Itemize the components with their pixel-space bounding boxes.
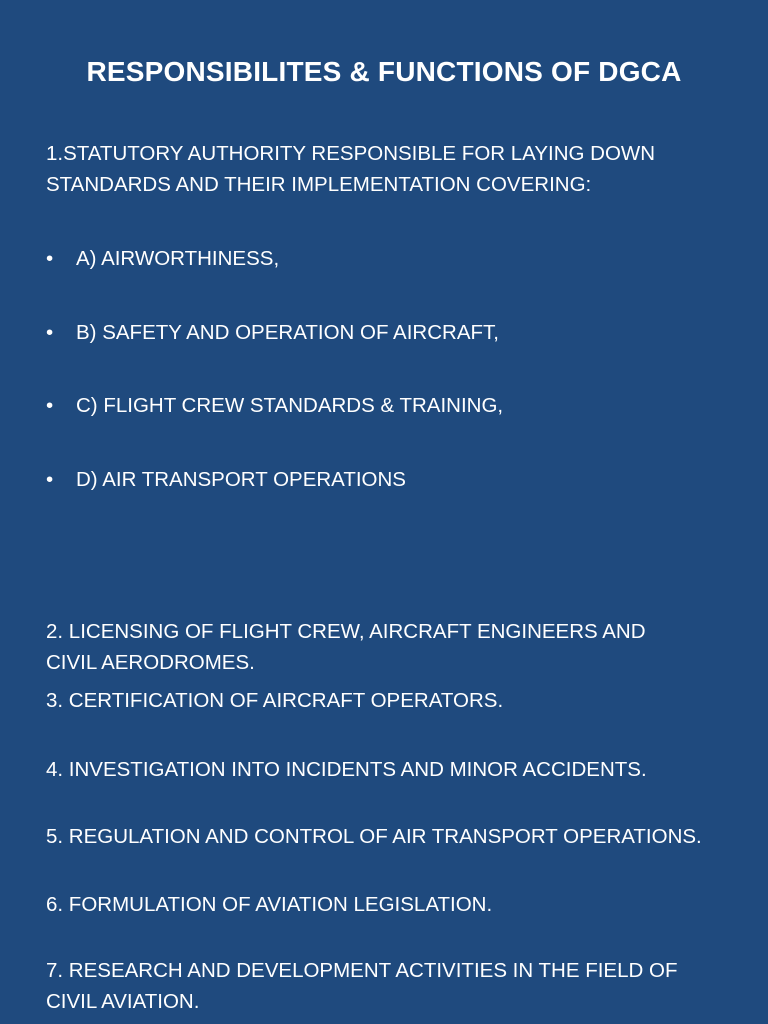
bullet-icon: • [46,321,54,344]
bullet-item-air-transport [46,464,736,495]
function-item-2-line-2: CIVIL AERODROMES. [46,651,255,674]
function-item-5: 5. REGULATION AND CONTROL OF AIR TRANSPORT OPERATIONS. [46,825,702,848]
function-item-7-line-1: 7. RESEARCH AND DEVELOPMENT ACTIVITIES IN THE FIELD OF [46,959,678,982]
bullet-text: A) AIRWORTHINESS, [76,247,280,270]
slide-title: RESPONSIBILITES & FUNCTIONS OF DGCA [86,56,682,87]
intro-paragraph [46,138,736,200]
bullet-item-safety [46,317,736,348]
intro-line-1: 1.STATUTORY AUTHORITY RESPONSIBLE FOR LAYING DOWN [46,142,656,165]
function-item-7 [46,955,736,1017]
intro-line-2: STANDARDS AND THEIR IMPLEMENTATION COVERING: [46,173,592,196]
bullet-icon: • [46,394,54,417]
bullet-text: D) AIR TRANSPORT OPERATIONS [76,468,406,491]
function-item-2 [46,616,736,678]
bullet-icon: • [46,468,54,491]
bullet-item-airworthiness [46,243,736,274]
function-item-2-line-1: 2. LICENSING OF FLIGHT CREW, AIRCRAFT ENGINEERS AND [46,620,646,643]
bullet-text: C) FLIGHT CREW STANDARDS & TRAINING, [76,394,504,417]
function-item-3: 3. CERTIFICATION OF AIRCRAFT OPERATORS. [46,689,504,712]
bullet-item-flight-crew [46,390,736,421]
function-item-6: 6. FORMULATION OF AVIATION LEGISLATION. [46,893,493,916]
function-item-4: 4. INVESTIGATION INTO INCIDENTS AND MINOR ACCIDENTS. [46,758,647,781]
bullet-text: B) SAFETY AND OPERATION OF AIRCRAFT, [76,321,499,344]
function-item-7-line-2: CIVIL AVIATION. [46,990,200,1013]
bullet-icon: • [46,247,54,270]
